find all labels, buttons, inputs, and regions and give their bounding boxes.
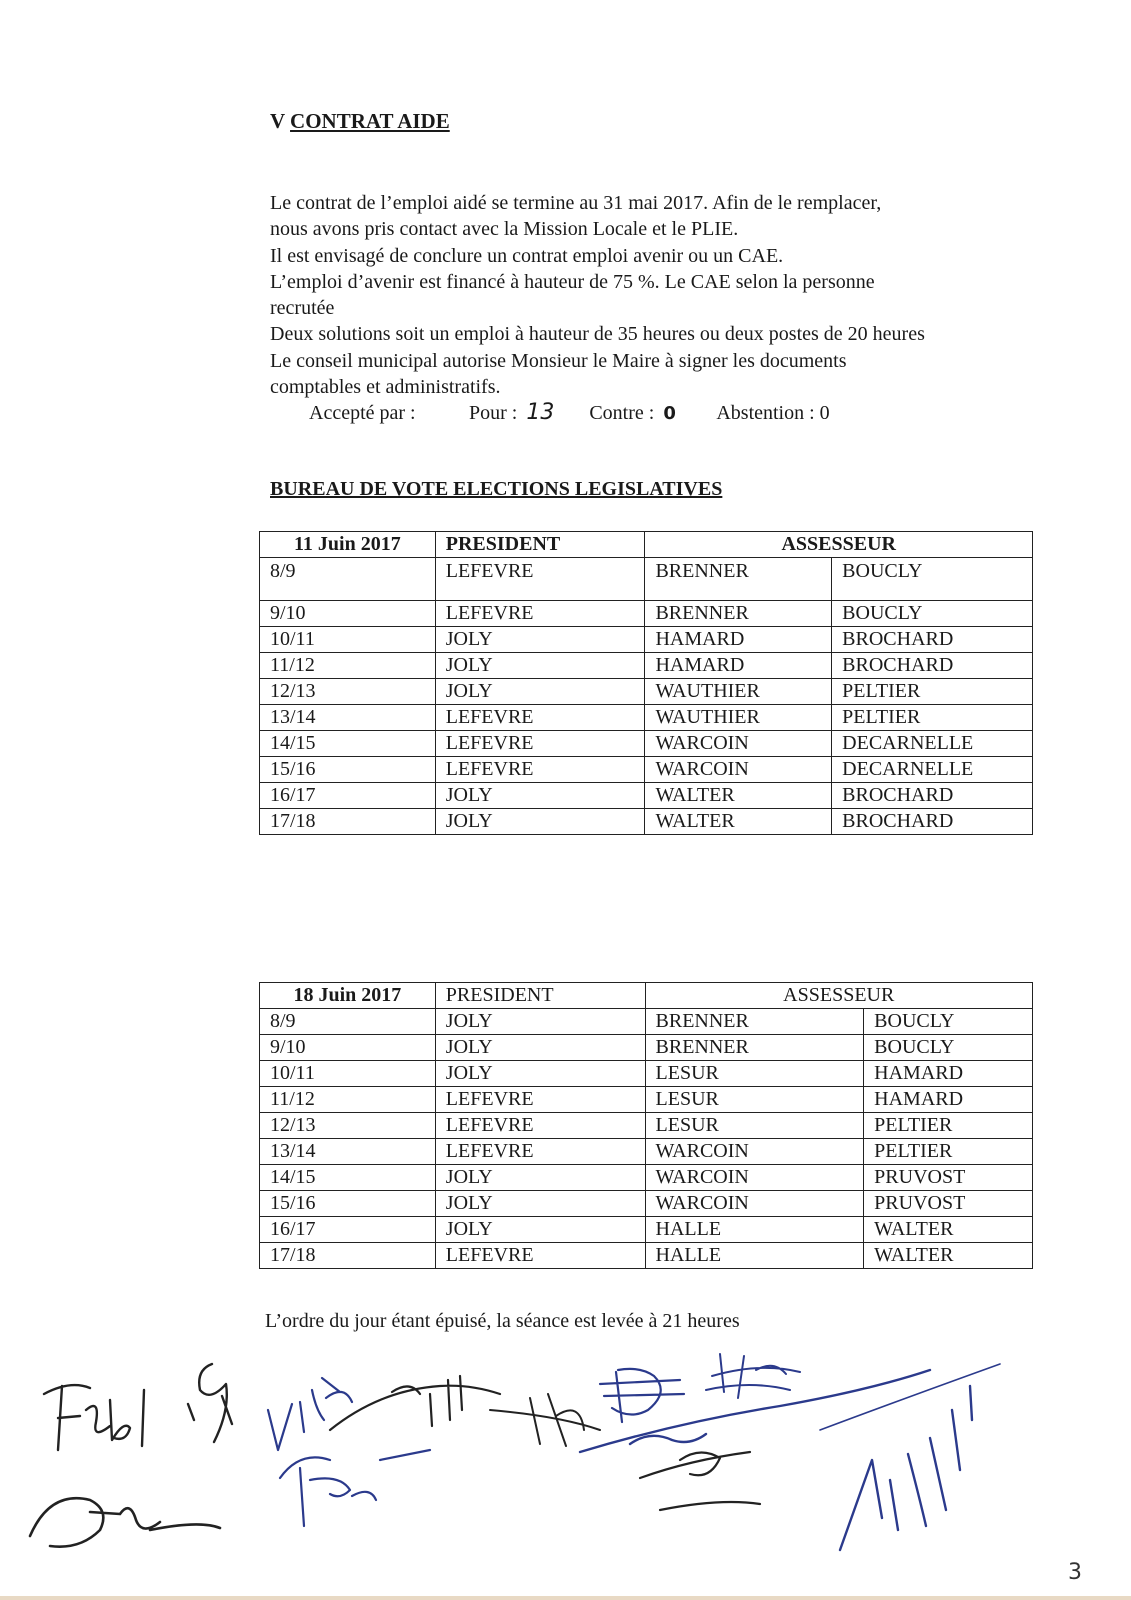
assesseur-cell: PELTIER bbox=[832, 679, 1033, 705]
president-cell: LEFEVRE bbox=[435, 1243, 645, 1269]
table-row bbox=[260, 1113, 1033, 1139]
assesseur-cell: WARCOIN bbox=[645, 1191, 864, 1217]
president-header: PRESIDENT bbox=[435, 532, 645, 558]
table-row bbox=[260, 731, 1033, 757]
president-cell: LEFEVRE bbox=[435, 731, 645, 757]
assesseur-cell: HALLE bbox=[645, 1243, 864, 1269]
abstention-label: Abstention : 0 bbox=[716, 402, 830, 424]
assesseur-header: ASSESSEUR bbox=[645, 983, 1032, 1009]
assesseur-cell: BOUCLY bbox=[832, 558, 1033, 601]
president-cell: LEFEVRE bbox=[435, 601, 645, 627]
president-cell: JOLY bbox=[435, 679, 645, 705]
president-cell: LEFEVRE bbox=[435, 1087, 645, 1113]
table-row bbox=[260, 1243, 1033, 1269]
table-row bbox=[260, 653, 1033, 679]
president-cell: JOLY bbox=[435, 783, 645, 809]
pour-label: Pour : bbox=[469, 402, 518, 424]
assesseur-cell: WAUTHIER bbox=[645, 679, 832, 705]
signature-mark bbox=[706, 1354, 800, 1398]
table-row bbox=[260, 1191, 1033, 1217]
paragraph-line: Deux solutions soit un emploi à hauteur de 35 heures ou deux postes de 20 heures bbox=[270, 323, 925, 346]
vote-result bbox=[309, 400, 830, 425]
assesseur-cell: DECARNELLE bbox=[832, 731, 1033, 757]
slot-cell: 12/13 bbox=[260, 1113, 436, 1139]
slot-cell: 13/14 bbox=[260, 1139, 436, 1165]
bureau-title: BUREAU DE VOTE ELECTIONS LEGISLATIVES bbox=[270, 478, 723, 500]
slot-cell: 16/17 bbox=[260, 1217, 436, 1243]
table-row bbox=[260, 1035, 1033, 1061]
assesseur-cell: BRENNER bbox=[645, 601, 832, 627]
assesseur-cell: WARCOIN bbox=[645, 731, 832, 757]
assesseur-cell: WALTER bbox=[645, 783, 832, 809]
signature-mark bbox=[44, 1385, 144, 1450]
president-cell: JOLY bbox=[435, 653, 645, 679]
closing-statement: L’ordre du jour étant épuisé, la séance est levée à 21 heures bbox=[265, 1310, 740, 1332]
signature-mark bbox=[600, 1369, 684, 1422]
assesseur-cell: BRENNER bbox=[645, 1009, 864, 1035]
assesseur-cell: WARCOIN bbox=[645, 1165, 864, 1191]
assesseur-cell: HAMARD bbox=[645, 653, 832, 679]
table-header-row bbox=[260, 532, 1033, 558]
assesseur-cell: LESUR bbox=[645, 1061, 864, 1087]
slot-cell: 12/13 bbox=[260, 679, 436, 705]
signature-mark bbox=[490, 1394, 600, 1446]
table-row bbox=[260, 1009, 1033, 1035]
slot-cell: 17/18 bbox=[260, 1243, 436, 1269]
assesseur-cell: LESUR bbox=[645, 1113, 864, 1139]
table-row bbox=[260, 1087, 1033, 1113]
pour-value: 13 bbox=[526, 400, 555, 425]
president-cell: LEFEVRE bbox=[435, 558, 645, 601]
assesseur-cell: PELTIER bbox=[864, 1113, 1033, 1139]
assesseur-cell: BROCHARD bbox=[832, 653, 1033, 679]
president-cell: JOLY bbox=[435, 1165, 645, 1191]
president-cell: JOLY bbox=[435, 1035, 645, 1061]
president-cell: JOLY bbox=[435, 1061, 645, 1087]
table-row bbox=[260, 1061, 1033, 1087]
signatures bbox=[0, 1350, 1131, 1600]
paragraph-line: nous avons pris contact avec la Mission Locale et le PLIE. bbox=[270, 218, 739, 241]
contre-label: Contre : bbox=[589, 402, 655, 424]
president-cell: JOLY bbox=[435, 1191, 645, 1217]
slot-cell: 16/17 bbox=[260, 783, 436, 809]
table-date: 11 Juin 2017 bbox=[260, 532, 436, 558]
table-row bbox=[260, 757, 1033, 783]
paragraph-line: Il est envisagé de conclure un contrat emploi avenir ou un CAE. bbox=[270, 244, 784, 267]
signature-mark bbox=[268, 1378, 352, 1450]
paragraph-line: Le conseil municipal autorise Monsieur le Maire à signer les documents bbox=[270, 349, 847, 372]
table-row bbox=[260, 783, 1033, 809]
table-date: 18 Juin 2017 bbox=[260, 983, 436, 1009]
assesseur-cell: HAMARD bbox=[864, 1061, 1033, 1087]
assesseur-cell: WALTER bbox=[864, 1217, 1033, 1243]
assesseur-cell: PRUVOST bbox=[864, 1191, 1033, 1217]
assesseur-header: ASSESSEUR bbox=[645, 532, 1033, 558]
page-edge bbox=[0, 1596, 1131, 1600]
page-number: 3 bbox=[1068, 1560, 1082, 1585]
section-title: CONTRAT AIDE bbox=[290, 109, 450, 133]
table-row bbox=[260, 1165, 1033, 1191]
slot-cell: 15/16 bbox=[260, 757, 436, 783]
section-heading bbox=[270, 109, 450, 134]
assesseur-cell: PELTIER bbox=[832, 705, 1033, 731]
assesseur-cell: WALTER bbox=[645, 809, 832, 835]
slot-cell: 9/10 bbox=[260, 1035, 436, 1061]
vote-table-11-june bbox=[259, 531, 1033, 835]
table-row bbox=[260, 809, 1033, 835]
slot-cell: 15/16 bbox=[260, 1191, 436, 1217]
slot-cell: 10/11 bbox=[260, 627, 436, 653]
president-cell: LEFEVRE bbox=[435, 1113, 645, 1139]
paragraph-line: Le contrat de l’emploi aidé se termine au 31 mai 2017. Afin de le remplacer, bbox=[270, 192, 882, 214]
slot-cell: 8/9 bbox=[260, 1009, 436, 1035]
slot-cell: 13/14 bbox=[260, 705, 436, 731]
president-cell: JOLY bbox=[435, 809, 645, 835]
assesseur-cell: BRENNER bbox=[645, 558, 832, 601]
assesseur-cell: PRUVOST bbox=[864, 1165, 1033, 1191]
assesseur-cell: HAMARD bbox=[645, 627, 832, 653]
vote-table-18-june bbox=[259, 982, 1033, 1269]
signature-mark bbox=[30, 1498, 220, 1546]
contract-paragraph bbox=[270, 190, 1050, 400]
table-row bbox=[260, 679, 1033, 705]
section-number: V bbox=[270, 109, 291, 133]
paragraph-line: recrutée bbox=[270, 297, 335, 320]
slot-cell: 17/18 bbox=[260, 809, 436, 835]
president-cell: LEFEVRE bbox=[435, 1139, 645, 1165]
table-row bbox=[260, 705, 1033, 731]
president-cell: LEFEVRE bbox=[435, 705, 645, 731]
paragraph-line: L’emploi d’avenir est financé à hauteur de 75 %. Le CAE selon la personne bbox=[270, 270, 875, 293]
president-header: PRESIDENT bbox=[435, 983, 645, 1009]
assesseur-cell: BOUCLY bbox=[832, 601, 1033, 627]
assesseur-cell: BROCHARD bbox=[832, 783, 1033, 809]
assesseur-cell: WALTER bbox=[864, 1243, 1033, 1269]
paragraph-line: comptables et administratifs. bbox=[270, 376, 501, 399]
table-row bbox=[260, 1139, 1033, 1165]
slot-cell: 10/11 bbox=[260, 1061, 436, 1087]
table-row bbox=[260, 1217, 1033, 1243]
president-cell: JOLY bbox=[435, 1217, 645, 1243]
president-cell: JOLY bbox=[435, 1009, 645, 1035]
signature-mark bbox=[840, 1386, 972, 1550]
slot-cell: 14/15 bbox=[260, 731, 436, 757]
slot-cell: 11/12 bbox=[260, 1087, 436, 1113]
slot-cell: 8/9 bbox=[260, 558, 436, 601]
table-header-row bbox=[260, 983, 1033, 1009]
signature-mark bbox=[640, 1452, 760, 1510]
contre-value: 0 bbox=[663, 403, 676, 424]
assesseur-cell: HALLE bbox=[645, 1217, 864, 1243]
table-row bbox=[260, 558, 1033, 601]
table-row bbox=[260, 627, 1033, 653]
assesseur-cell: PELTIER bbox=[864, 1139, 1033, 1165]
assesseur-cell: BOUCLY bbox=[864, 1009, 1033, 1035]
assesseur-cell: WAUTHIER bbox=[645, 705, 832, 731]
assesseur-cell: DECARNELLE bbox=[832, 757, 1033, 783]
accepted-label: Accepté par : bbox=[309, 402, 416, 424]
assesseur-cell: WARCOIN bbox=[645, 1139, 864, 1165]
signature-mark bbox=[330, 1376, 500, 1430]
slot-cell: 9/10 bbox=[260, 601, 436, 627]
assesseur-cell: BOUCLY bbox=[864, 1035, 1033, 1061]
president-cell: JOLY bbox=[435, 627, 645, 653]
assesseur-cell: HAMARD bbox=[864, 1087, 1033, 1113]
assesseur-cell: LESUR bbox=[645, 1087, 864, 1113]
table-row bbox=[260, 601, 1033, 627]
slot-cell: 14/15 bbox=[260, 1165, 436, 1191]
assesseur-cell: BRENNER bbox=[645, 1035, 864, 1061]
signature-mark bbox=[188, 1364, 232, 1442]
president-cell: LEFEVRE bbox=[435, 757, 645, 783]
slot-cell: 11/12 bbox=[260, 653, 436, 679]
assesseur-cell: WARCOIN bbox=[645, 757, 832, 783]
assesseur-cell: BROCHARD bbox=[832, 809, 1033, 835]
assesseur-cell: BROCHARD bbox=[832, 627, 1033, 653]
signature-mark bbox=[280, 1450, 430, 1526]
